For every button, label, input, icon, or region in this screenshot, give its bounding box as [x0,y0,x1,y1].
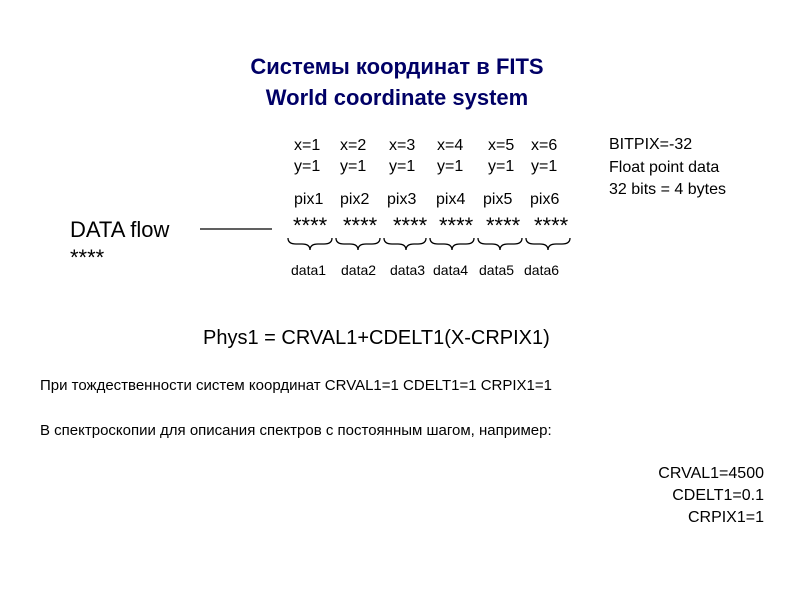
pix-label: pix4 [436,191,466,208]
brace-icon [288,238,332,250]
star-group: **** [343,213,378,238]
x-label: x=6 [531,137,558,154]
data-label: data2 [341,262,377,278]
example-line: CDELT1=0.1 [672,487,764,504]
brace-icon [336,238,380,250]
bitpix-line: BITPIX=-32 [609,136,693,153]
star-group: **** [393,213,428,238]
bitpix-line: 32 bits = 4 bytes [609,181,726,198]
brace-icon [384,238,426,250]
title-line-2: World coordinate system [265,85,529,110]
data-flow-stars: **** [70,245,105,270]
identity-text: При тождественности систем координат CRVAL1=1 CDELT1=1 CRPIX1=1 [40,377,552,394]
star-group: **** [486,213,521,238]
data-label: data1 [291,262,327,278]
star-group: **** [439,213,474,238]
x-label: x=5 [488,137,515,154]
data-label: data3 [390,262,426,278]
arrow-line [200,226,274,234]
data-flow-label: DATA flow [70,217,170,242]
star-group: **** [534,213,569,238]
bitpix-line: Float point data [609,159,720,176]
phys-formula: Phys1 = CRVAL1+CDELT1(X-CRPIX1) [203,327,550,349]
pix-label: pix3 [387,191,417,208]
brace-icon [526,238,570,250]
y-label: y=1 [488,158,515,175]
data-label: data5 [479,262,515,278]
y-label: y=1 [389,158,416,175]
brace-icon [478,238,522,250]
title-line-1: Системы координат в FITS [250,54,544,79]
y-label: y=1 [294,158,321,175]
pix-label: pix6 [530,191,560,208]
star-group: **** [293,213,328,238]
spectroscopy-text: В спектроскопии для описания спектров с постоянным шагом, например: [40,422,552,439]
x-label: x=1 [294,137,321,154]
brace-icon [430,238,474,250]
example-line: CRPIX1=1 [687,509,764,526]
pix-label: pix1 [294,191,324,208]
x-label: x=3 [389,137,416,154]
pix-label: pix5 [483,191,513,208]
pix-label: pix2 [340,191,370,208]
y-label: y=1 [340,158,367,175]
example-line: CRVAL1=4500 [658,465,764,482]
data-label: data4 [433,262,469,278]
brace-group [284,236,584,258]
y-label: y=1 [531,158,558,175]
y-label: y=1 [437,158,464,175]
data-label: data6 [524,262,560,278]
x-label: x=4 [437,137,464,154]
x-label: x=2 [340,137,367,154]
